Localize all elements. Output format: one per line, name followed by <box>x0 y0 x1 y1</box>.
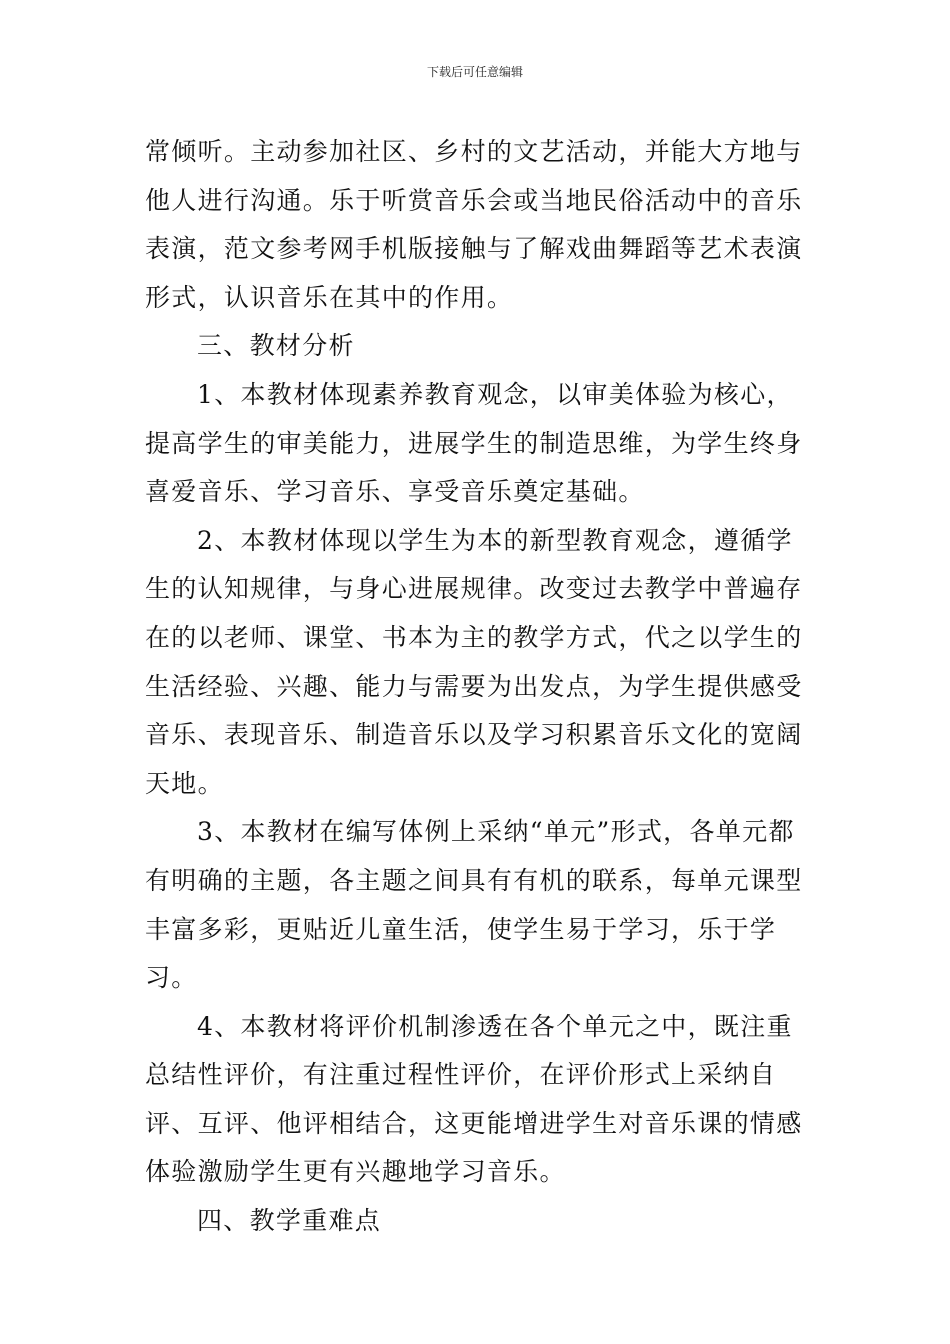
page-header: 下载后可任意编辑 <box>426 65 523 79</box>
paragraph-item-4: 4、本教材将评价机制渗透在各个单元之中，既注重总结性评价，有注重过程性评价，在评价形式上采纳自评、互评、他评相结合，这更能增进学生对音乐课的情感体验激励学生更有兴趣地学习音乐。 <box>145 1011 803 1187</box>
paragraph-item-2: 2、本教材体现以学生为本的新型教育观念，遵循学生的认知规律，与身心进展规律。改变过去教学中普遍存在的以老师、课堂、书本为主的教学方式，代之以学生的生活经验、兴趣、能力与需要为出发点，为学生提供感受音乐、表现音乐、制造音乐以及学习积累音乐文化的宽阔天地。 <box>145 525 803 798</box>
paragraph-continuation: 常倾听。主动参加社区、乡村的文艺活动，并能大方地与他人进行沟通。乐于听赏音乐会或当地民俗活动中的音乐表演，范文参考网手机版接触与了解戏曲舞蹈等艺术表演形式，认识音乐在其中的作用。 <box>145 137 803 312</box>
section-heading-key-points: 四、教学重难点 <box>197 1206 382 1236</box>
document-body <box>145 128 810 1246</box>
paragraph-item-1: 1、本教材体现素养教育观念，以审美体验为核心，提高学生的审美能力，进展学生的制造思维，为学生终身喜爱音乐、学习音乐、享受音乐奠定基础。 <box>145 379 803 507</box>
paragraph-item-3: 3、本教材在编写体例上采纳“单元”形式，各单元都有明确的主题，各主题之间具有有机的联系，每单元课型丰富多彩，更贴近儿童生活，使学生易于学习，乐于学习。 <box>145 817 803 993</box>
section-heading-textbook-analysis: 三、教材分析 <box>197 331 355 361</box>
